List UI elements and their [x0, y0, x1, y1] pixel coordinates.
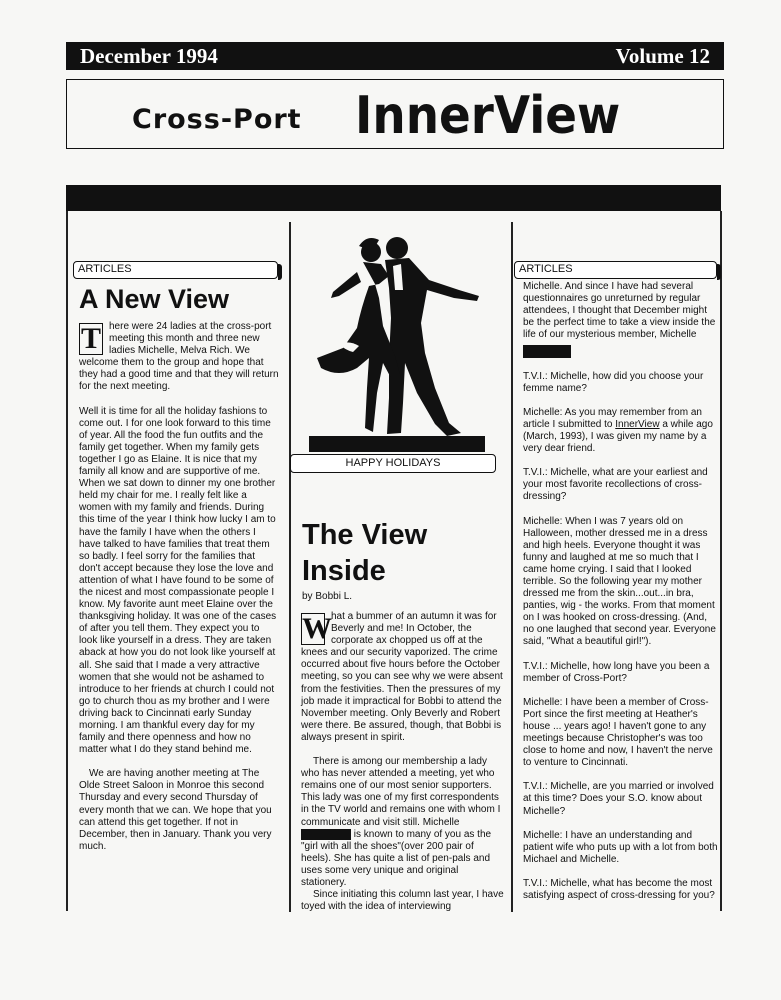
left-column-text [79, 321, 279, 865]
left-paragraph-2: Well it is time for all the holiday fashions to come out. I for one look forward to this time of year. All the food the fun outfits and the family get together. When my family gets together I go as Elaine. It is nice that my family all know and are supportive of me. When we sat down to dinner my one brother held my chair for me. I really felt like a women with my family and friends. During this time of the year I think how lucky I am to have the family I have when the others I have talked to have families that treat them so badly. I feel sorry for the families that don't accept because they lose the love and attention of what I have found to be some of the nicest and most compassionate people I know. My favorite aunt meet Elaine over the thanksgiving holiday. It was one of the cases of after you tell them. They expect you to look like yourself in a dress. They are taken aback at how you do not look like yourself at all. She said that I made a very attractive women that she would not be ashamed to introduce to her friends at church I could not go to church thou as my brother and I were driving back to Cincinnati early Sunday morning. I am thankful every day for my family and there openness and how no matter what I do they stand behind me. [79, 405, 277, 756]
right-column-text [523, 281, 719, 914]
caption-happy-holidays: HAPPY HOLIDAYS [290, 454, 496, 473]
left-intro: here were 24 ladies at the cross-port meeting this month and three new ladies Michelle, Melva Rich. We welcome them to the group and hope that they had a good time and that they will return for the next meeting. [79, 321, 279, 393]
answer-1: Michelle: As you may remember from an article I submitted to InnerView a while ago (March, 1993), I was given my name by a very dear friend. [523, 406, 713, 455]
answer-2: Michelle: When I was 7 years old on Halloween, mother dressed me in a dress and high heels. Everyone thought it was funny and laughed at me so much that I came home crying. I said that I looked terrible. So the following year my mother dressed me from the skin...out...in bra, panties, wig - the works. From that moment on I was hooked on cross-dressing. (And, no one laughed that second year. Everyone said, "What a beautiful girl!"). [523, 515, 716, 648]
title-small: Cross-Port [132, 104, 302, 135]
answer-4: Michelle: I have an understanding and patient wife who puts up with a lot from both Michael and Michelle. [523, 829, 718, 865]
column-divider-2 [511, 222, 513, 912]
left-paragraph-3: We are having another meeting at The Olde Street Saloon in Monroe this second Thursday and every second Thursday of every month that we can. We hope that you can attend this get together. If not in December, then in January. Thank you very much. [79, 768, 272, 852]
middle-paragraph-2b: is known to many of you as the "girl with all the shoes"(over 200 pair of heels). She has quite a list of pen-pals and uses some very unique and original stationery. [301, 828, 492, 889]
right-border [720, 211, 722, 911]
innerview-link: InnerView [615, 418, 660, 430]
column-divider-1 [289, 222, 291, 912]
title-big: InnerView [355, 86, 621, 146]
redaction-bar-right [523, 345, 571, 358]
headline-line-2: Inside [302, 555, 386, 587]
middle-paragraph-3: Since initiating this column last year, I have toyed with the idea of interviewing [301, 889, 504, 913]
question-5: T.V.I.: Michelle, what has become the most satisfying aspect of cross-dressing for you? [523, 877, 715, 901]
section-bar [66, 185, 721, 211]
right-paragraph-1: Michelle. And since I have had several questionnaires go unreturned by regular attendees, I thought that December might be the perfect time to take a view inside the life of our mysterious member, Michelle [523, 281, 716, 341]
question-3: T.V.I.: Michelle, how long have you been a member of Cross-Port? [523, 660, 710, 684]
headline-new-view: A New View [79, 284, 230, 314]
masthead-bar [66, 42, 724, 70]
answer-3: Michelle: I have been a member of Cross-Port since the first meeting at Heather's house ... years ago! I haven't gone to any meetings because Christopher's was too close to home and now, I haven't the nerve to venture to Cincinnati. [523, 696, 713, 769]
articles-tag-left: ARTICLES [73, 261, 278, 279]
articles-tag-right: ARTICLES [514, 261, 717, 279]
byline: by Bobbi L. [302, 591, 353, 602]
middle-column-text [301, 611, 504, 925]
dropcap-t: T [80, 322, 101, 355]
question-4: T.V.I.: Michelle, are you married or involved at this time? Does your S.O. know about Michelle? [523, 781, 714, 817]
middle-paragraph-2a: There is among our membership a lady who has never attended a meeting, yet who remains one of our most senior supporters. This lady was one of my first correspondents in the TV world and remains one with whom I communicate and visit still. Michelle [301, 756, 501, 828]
issue-volume: Volume 12 [615, 43, 710, 68]
middle-paragraph-1: hat a bummer of an autumn it was for Beverly and me! In October, the corporate ax chopped us off at the knees and our security vaporized. The crime occurred about five hours before the October meeting, so you can see why we were absent from the festivities. Then the pressures of my job made it impractical for Bobbi to attend the November meeting. Only Beverly and Robert were there. Be assured, though, that Bobbi is always present in spirit. [301, 611, 503, 743]
dancing-couple-illustration [309, 228, 485, 453]
headline-line-1: The View [302, 519, 428, 551]
headline-view-inside [302, 517, 427, 589]
question-1: T.V.I.: Michelle, how did you choose your femme name? [523, 370, 704, 394]
question-2: T.V.I.: Michelle, what are your earliest and your most favorite recollections of cross-dressing? [523, 467, 708, 503]
title-box [66, 79, 724, 149]
redaction-bar [301, 829, 351, 840]
dropcap-w: W [302, 612, 332, 645]
issue-date: December 1994 [80, 43, 218, 68]
left-border [66, 211, 68, 911]
